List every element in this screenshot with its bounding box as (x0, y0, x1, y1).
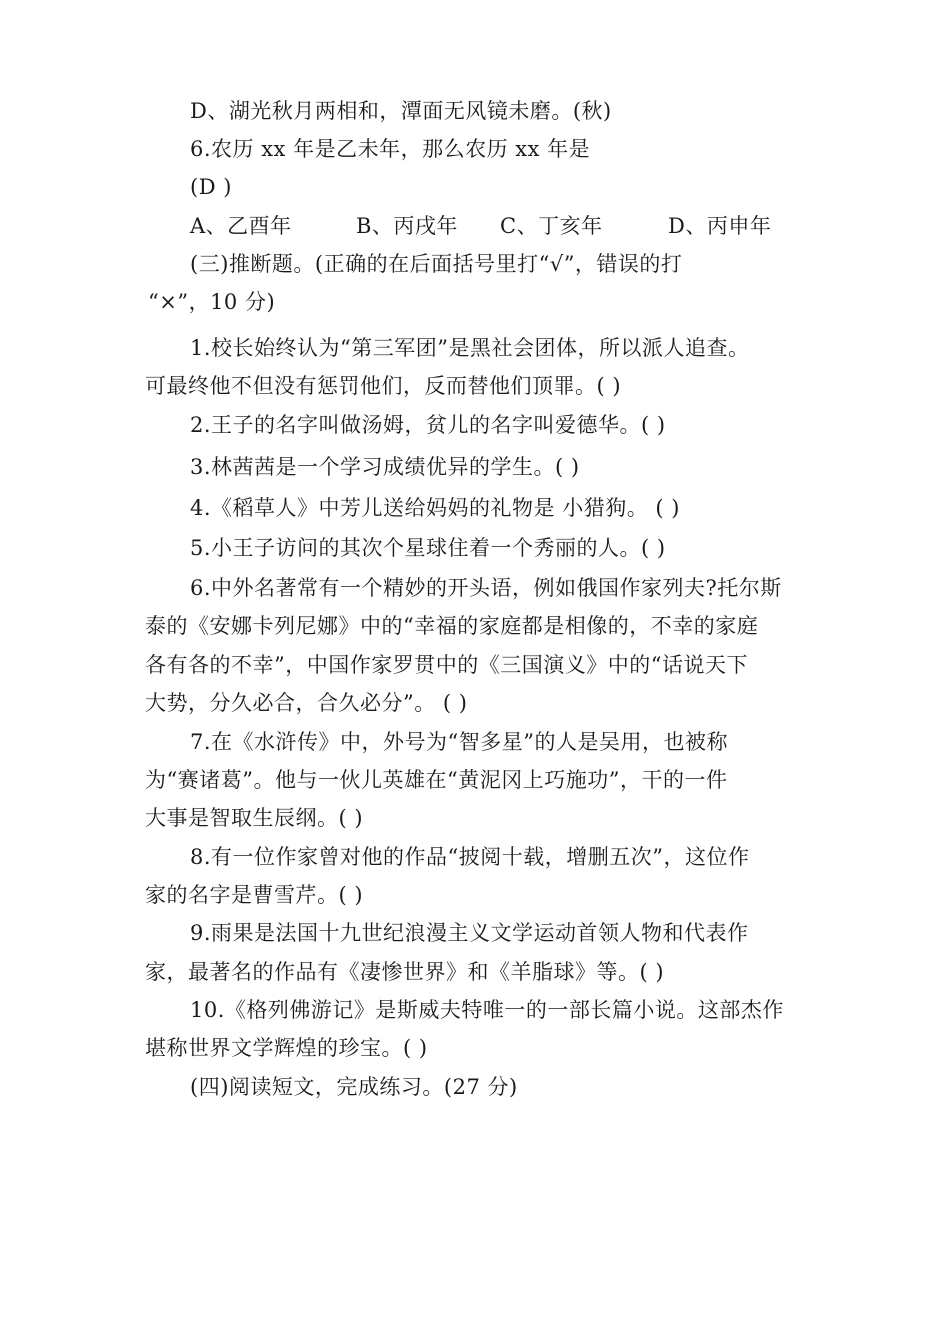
q6-question: 6.农历 xx 年是乙未年，那么农历 xx 年是 (190, 137, 591, 161)
section3-heading-cont: “×”，10 分) (148, 290, 276, 314)
judge-item-5: 5.小王子访问的其次个星球住着一个秀丽的人。( ) (190, 536, 666, 560)
q6-option-c: C、丁亥年 (500, 214, 603, 238)
judge-item-6-cont-1: 泰的《安娜卡列尼娜》中的“幸福的家庭都是相像的，不幸的家庭 (145, 614, 759, 638)
section4-heading: (四)阅读短文，完成练习。(27 分) (190, 1075, 518, 1099)
q6-answer: (D ) (190, 175, 232, 199)
judge-item-3: 3.林茜茜是一个学习成绩优异的学生。( ) (190, 455, 580, 479)
judge-item-7-cont-2: 大事是智取生辰纲。( ) (145, 806, 364, 830)
judge-item-7-cont-1: 为“赛诸葛”。他与一伙儿英雄在“黄泥冈上巧施功”，干的一件 (145, 768, 728, 792)
q6-option-a: A、乙酉年 (190, 214, 292, 238)
judge-item-9-cont: 家，最著名的作品有《凄惨世界》和《羊脂球》等。( ) (145, 960, 665, 984)
judge-item-1-cont: 可最终他不但没有惩罚他们，反而替他们顶罪。( ) (145, 374, 622, 398)
judge-item-4: 4.《稻草人》中芳儿送给妈妈的礼物是 小猎狗。 ( ) (190, 496, 680, 520)
judge-item-6-cont-2: 各有各的不幸”，中国作家罗贯中的《三国演义》中的“话说天下 (145, 653, 748, 677)
q6-option-d: D、丙申年 (668, 214, 772, 238)
judge-item-7: 7.在《水浒传》中，外号为“智多星”的人是吴用，也被称 (190, 730, 729, 754)
q6-option-b: B、丙戌年 (356, 214, 458, 238)
q5-option-d: D、湖光秋月两相和，潭面无风镜未磨。(秋) (190, 99, 612, 123)
judge-item-2: 2.王子的名字叫做汤姆，贫儿的名字叫爱德华。( ) (190, 413, 666, 437)
section3-heading: (三)推断题。(正确的在后面括号里打“√”，错误的打 (190, 252, 683, 276)
judge-item-8: 8.有一位作家曾对他的作品“披阅十载，增删五次”，这位作 (190, 845, 750, 869)
judge-item-8-cont: 家的名字是曹雪芹。( ) (145, 883, 364, 907)
judge-item-6: 6.中外名著常有一个精妙的开头语，例如俄国作家列夫?托尔斯 (190, 576, 782, 600)
judge-item-6-cont-3: 大势，分久必合，合久必分”。 ( ) (145, 691, 468, 715)
judge-item-10-cont: 堪称世界文学辉煌的珍宝。( ) (145, 1036, 428, 1060)
judge-item-10: 10.《格列佛游记》是斯威夫特唯一的一部长篇小说。这部杰作 (190, 998, 784, 1022)
judge-item-1: 1.校长始终认为“第三军团”是黑社会团体，所以派人追查。 (190, 336, 750, 360)
judge-item-9: 9.雨果是法国十九世纪浪漫主义文学运动首领人物和代表作 (190, 921, 749, 945)
